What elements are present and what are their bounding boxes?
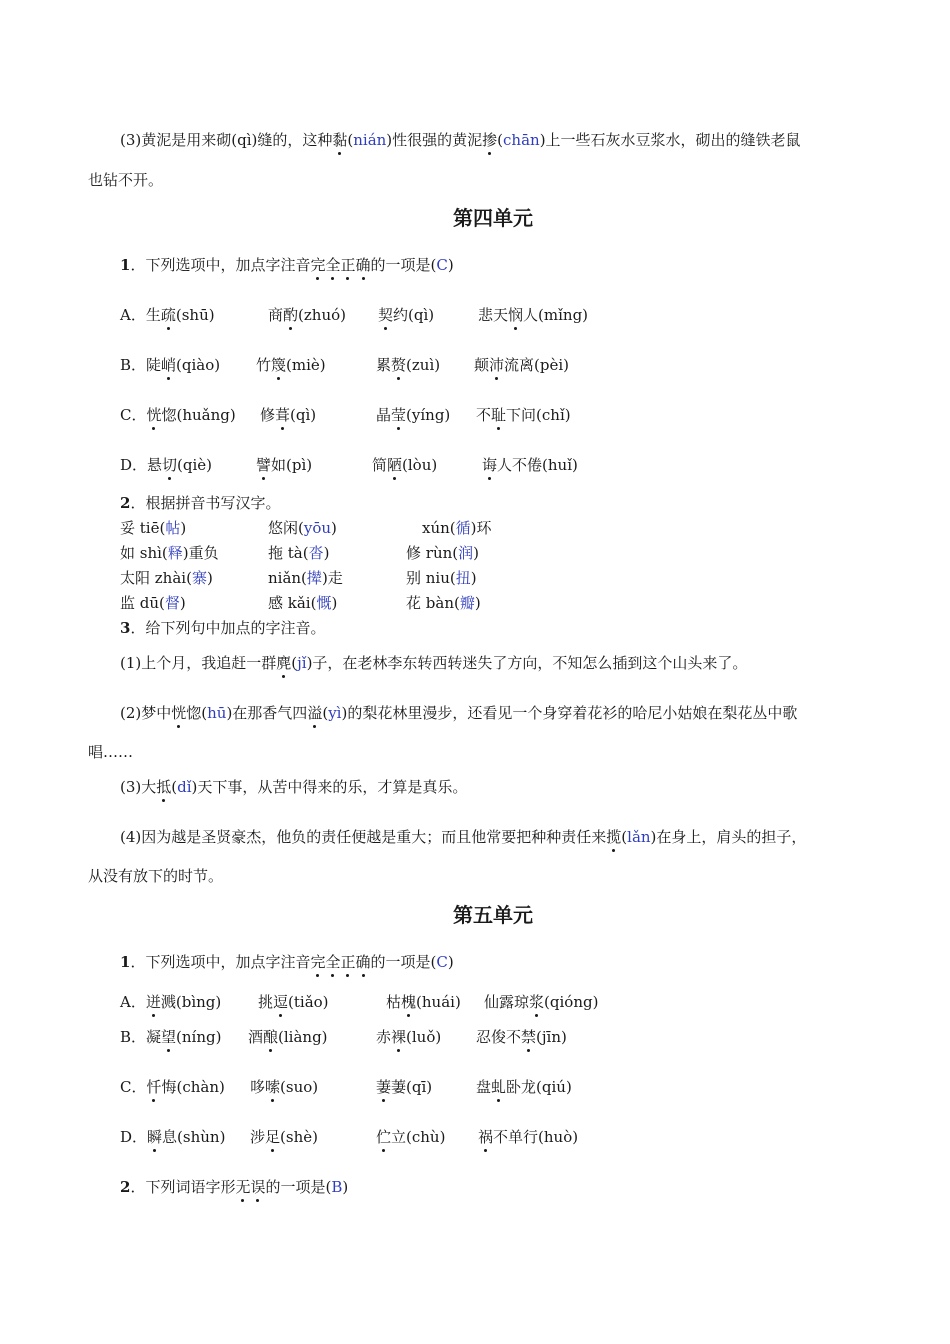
u5-option-a-1: A．迸溅(bìng)	[120, 993, 222, 1011]
answer-text: dǐ	[177, 778, 192, 796]
pinyin-grid-cell: 太阳 zhài(寨)	[120, 569, 213, 587]
u4-option-c-1: C．恍惚(huǎng)	[120, 406, 236, 424]
paragraph-3-line-1: (3)黄泥是用来砌(qì)缝的，这种黏(nián)性很强的黄泥掺(chān)上一些石灰水豆浆水，砌出的缝铁老鼠	[120, 131, 801, 149]
u4-option-c-2: 修葺(qì)	[260, 406, 317, 424]
u4-option-a-4: 悲天悯人(mǐng)	[478, 306, 589, 324]
u5-option-a-2: 挑逗(tiǎo)	[258, 993, 329, 1011]
pinyin-grid-cell: xún(循)环	[422, 519, 492, 537]
u4-option-a-2: 商酌(zhuó)	[268, 306, 346, 324]
pinyin-grid-cell: niǎn(撵)走	[268, 569, 343, 587]
answer-text: lǎn	[627, 828, 651, 846]
answer-text: 督	[164, 594, 180, 612]
u5-option-c-1: C．忏悔(chàn)	[120, 1078, 225, 1096]
u4-option-b-3: 累赘(zuì)	[376, 356, 441, 374]
u5-option-c-3: 萋萋(qī)	[376, 1078, 433, 1096]
u4-option-c-3: 晶莹(yíng)	[376, 406, 451, 424]
u4-option-a-3: 契约(qì)	[378, 306, 435, 324]
u5-option-d-3: 伫立(chù)	[376, 1128, 446, 1146]
answer-text: yì	[328, 704, 342, 722]
pinyin-grid-cell: 妥 tiē(帖)	[120, 519, 187, 537]
u4-option-d-4: 诲人不倦(huǐ)	[482, 456, 578, 474]
u5-question-2: 2．下列词语字形无误的一项是(B)	[120, 1178, 349, 1196]
dotted-char: 掺	[482, 131, 498, 149]
answer-text: B	[331, 1178, 343, 1196]
unit-5-title: 第五单元	[453, 903, 533, 927]
u4-question-1: 1．下列选项中，加点字注音完全正确的一项是(C)	[120, 256, 454, 274]
answer-text: 扭	[455, 569, 471, 587]
u4-sentence-4-line-1: (4)因为越是圣贤豪杰，他负的责任便越是重大；而且他常要把种种责任来揽(lǎn)在身上，肩头的担子，	[120, 828, 807, 846]
u4-option-b-4: 颠沛流离(pèi)	[474, 356, 570, 374]
u4-option-d-2: 譬如(pì)	[256, 456, 313, 474]
answer-text: 循	[455, 519, 471, 537]
u5-option-d-4: 祸不单行(huò)	[478, 1128, 579, 1146]
u5-option-d-1: D．瞬息(shùn)	[120, 1128, 226, 1146]
u5-option-b-3: 赤裸(luǒ)	[376, 1028, 442, 1046]
answer-text: 释	[167, 544, 183, 562]
answer-text: 瓣	[459, 594, 475, 612]
answer-text: 慨	[316, 594, 332, 612]
answer-text: 润	[458, 544, 474, 562]
u5-option-d-2: 涉足(shè)	[250, 1128, 318, 1146]
u4-option-d-1: D．悬切(qiè)	[120, 456, 213, 474]
u4-sentence-1: (1)上个月，我追赶一群麂(jǐ)子，在老林李东转西转迷失了方向，不知怎么插到这个山头来了。	[120, 654, 748, 672]
dotted-char: 黏	[332, 131, 348, 149]
u4-option-c-4: 不耻下问(chǐ)	[476, 406, 571, 424]
u4-option-b-2: 竹篾(miè)	[256, 356, 326, 374]
pinyin-grid-cell: 修 rùn(润)	[406, 544, 479, 562]
answer-text: 寨	[191, 569, 207, 587]
pinyin-grid-cell: 监 dū(督)	[120, 594, 186, 612]
u4-option-b-1: B．陡峭(qiào)	[120, 356, 221, 374]
answer-text: yōu	[303, 519, 332, 537]
pinyin-grid-cell: 悠闲(yōu)	[268, 519, 337, 537]
answer-text: nián	[353, 131, 387, 149]
u5-option-a-3: 枯槐(huái)	[386, 993, 461, 1011]
u5-option-c-2: 哆嗦(suo)	[250, 1078, 319, 1096]
u5-option-a-4: 仙露琼浆(qióng)	[484, 993, 599, 1011]
u4-sentence-2-line-1: (2)梦中恍惚(hū)在那香气四溢(yì)的梨花林里漫步，还看见一个身穿着花衫的哈尼小姑娘在梨花丛中歌	[120, 704, 798, 722]
pinyin-grid-cell: 拖 tà(沓)	[268, 544, 330, 562]
answer-text: 帖	[165, 519, 181, 537]
answer-text: 沓	[308, 544, 324, 562]
pinyin-grid-cell: 如 shì(释)重负	[120, 544, 219, 562]
answer-text: C	[436, 256, 448, 274]
pinyin-grid-cell: 花 bàn(瓣)	[406, 594, 481, 612]
u4-option-a-1: A．生疏(shū)	[120, 306, 215, 324]
answer-text: hū	[207, 704, 227, 722]
paragraph-3-line-2: 也钻不开。	[88, 171, 164, 189]
u4-question-2: 2．根据拼音书写汉字。	[120, 494, 281, 512]
answer-text: chān	[503, 131, 540, 149]
u5-option-b-1: B．凝望(níng)	[120, 1028, 222, 1046]
answer-text: jǐ	[297, 654, 307, 672]
answer-text: C	[436, 953, 448, 971]
u5-option-b-4: 忍俊不禁(jīn)	[476, 1028, 567, 1046]
u4-sentence-4-line-2: 从没有放下的时节。	[88, 867, 224, 885]
u4-option-d-3: 简陋(lòu)	[372, 456, 438, 474]
pinyin-grid-cell: 别 niu(扭)	[406, 569, 477, 587]
u5-question-1: 1．下列选项中，加点字注音完全正确的一项是(C)	[120, 953, 454, 971]
u5-option-c-4: 盘虬卧龙(qiú)	[476, 1078, 572, 1096]
u4-sentence-3: (3)大抵(dǐ)天下事，从苦中得来的乐，才算是真乐。	[120, 778, 468, 796]
pinyin-grid-cell: 感 kǎi(慨)	[268, 594, 338, 612]
u4-sentence-2-line-2: 唱……	[88, 743, 134, 761]
answer-text: 撵	[306, 569, 322, 587]
u4-question-3: 3．给下列句中加点的字注音。	[120, 619, 326, 637]
unit-4-title: 第四单元	[453, 206, 533, 230]
u5-option-b-2: 酒酿(liàng)	[248, 1028, 328, 1046]
